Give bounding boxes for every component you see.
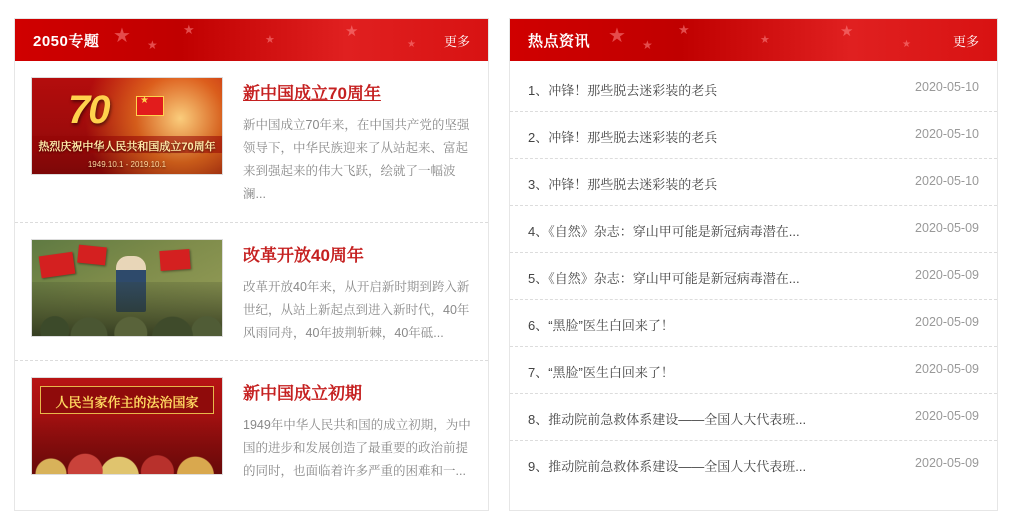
news-date: 2020-05-09 <box>915 456 979 470</box>
star-icon: ★ <box>345 23 359 40</box>
news-title[interactable]: 2、冲锋！那些脱去迷彩装的老兵 <box>528 130 718 145</box>
anniversary-number: 70 <box>68 88 109 132</box>
topic-description[interactable]: 1949年中华人民共和国的成立初期，为中国的进步和发展创造了最重要的政治前提的同时，也面临着许多严重的困难和一... <box>243 417 471 479</box>
news-date: 2020-05-09 <box>915 409 979 423</box>
news-date: 2020-05-09 <box>915 221 979 235</box>
list-item[interactable] <box>510 65 997 112</box>
news-date: 2020-05-10 <box>915 174 979 188</box>
star-icon: ★ <box>265 34 275 46</box>
crowd-silhouette <box>32 282 222 336</box>
topic-description[interactable]: 改革开放40年来，从开启新时期到跨入新世纪，从站上新起点到进入新时代，40年风雨同舟，40年披荆斩棘，40年砥... <box>243 279 470 340</box>
news-title[interactable]: 9、推动院前急救体系建设——全国人大代表班... <box>528 459 807 474</box>
star-icon: ★ <box>642 38 653 52</box>
list-item[interactable] <box>510 159 997 206</box>
special-topics-list <box>15 61 488 498</box>
star-icon: ★ <box>147 38 158 52</box>
star-icon: ★ <box>113 25 131 47</box>
news-date: 2020-05-09 <box>915 268 979 282</box>
topic-text-block <box>223 239 472 345</box>
news-title[interactable]: 6、“黑脸”医生白回来了！ <box>528 318 674 333</box>
special-topics-header <box>15 19 488 61</box>
list-item[interactable] <box>510 394 997 441</box>
star-icon: ★ <box>407 39 416 50</box>
hot-news-title: 热点资讯 <box>528 33 591 50</box>
topic-thumbnail-image[interactable] <box>31 377 223 475</box>
thumb-caption-line2: 1949.10.1 - 2019.10.1 <box>87 160 167 169</box>
hot-news-panel <box>509 18 998 511</box>
topic-thumbnail-image[interactable] <box>31 77 223 175</box>
topic-title-link[interactable]: 新中国成立70周年 <box>243 84 381 103</box>
list-item[interactable] <box>510 441 997 488</box>
topic-text-block <box>223 77 472 207</box>
hot-news-more-link[interactable]: 更多 <box>952 34 979 49</box>
topic-title-link[interactable]: 新中国成立初期 <box>243 383 362 403</box>
red-flag-icon <box>77 244 107 265</box>
topic-title-link[interactable]: 改革开放40周年 <box>243 245 364 265</box>
list-item[interactable] <box>510 112 997 159</box>
red-flag-icon <box>159 248 190 270</box>
news-title[interactable]: 8、推动院前急救体系建设——全国人大代表班... <box>528 412 807 427</box>
hot-news-header <box>510 19 997 61</box>
news-title[interactable]: 4、《自然》杂志：穿山甲可能是新冠病毒潜在... <box>528 224 800 239</box>
list-item[interactable] <box>510 300 997 347</box>
news-title[interactable]: 5、《自然》杂志：穿山甲可能是新冠病毒潜在... <box>528 271 800 286</box>
special-topics-title: 2050专题 <box>33 33 100 50</box>
star-icon: ★ <box>608 25 626 47</box>
news-date: 2020-05-09 <box>915 315 979 329</box>
thumb-caption-line1: 人民当家作主的法治国家 <box>55 394 199 410</box>
news-date: 2020-05-10 <box>915 127 979 141</box>
news-title[interactable]: 7、“黑脸”医生白回来了！ <box>528 365 674 380</box>
star-icon: ★ <box>183 22 195 37</box>
thumb-caption-line1: 热烈庆祝中华人民共和国成立70周年 <box>38 141 216 153</box>
thumb-banner <box>40 386 214 414</box>
flag-icon <box>136 96 164 116</box>
crowd-silhouette <box>32 418 222 474</box>
list-item[interactable] <box>15 61 488 223</box>
topic-thumbnail-image[interactable] <box>31 239 223 337</box>
topic-description[interactable]: 新中国成立70年来，在中国共产党的坚强领导下，中华民族迎来了从站起来、富起来到强起来的伟大飞跃，绘就了一幅波澜... <box>243 118 470 202</box>
list-item[interactable] <box>510 253 997 300</box>
star-icon: ★ <box>840 23 854 40</box>
list-item[interactable] <box>15 361 488 498</box>
hot-news-list <box>510 61 997 488</box>
news-title[interactable]: 3、冲锋！那些脱去迷彩装的老兵 <box>528 177 718 192</box>
red-flag-icon <box>39 251 76 278</box>
star-icon: ★ <box>760 34 770 46</box>
star-icon: ★ <box>678 22 690 37</box>
special-topics-panel <box>14 18 489 511</box>
star-icon: ★ <box>902 39 911 50</box>
news-title[interactable]: 1、冲锋！那些脱去迷彩装的老兵 <box>528 83 718 98</box>
special-topics-more-link[interactable]: 更多 <box>443 34 470 49</box>
list-item[interactable] <box>15 223 488 361</box>
list-item[interactable] <box>510 206 997 253</box>
news-date: 2020-05-10 <box>915 80 979 94</box>
news-date: 2020-05-09 <box>915 362 979 376</box>
list-item[interactable] <box>510 347 997 394</box>
topic-text-block <box>223 377 472 483</box>
